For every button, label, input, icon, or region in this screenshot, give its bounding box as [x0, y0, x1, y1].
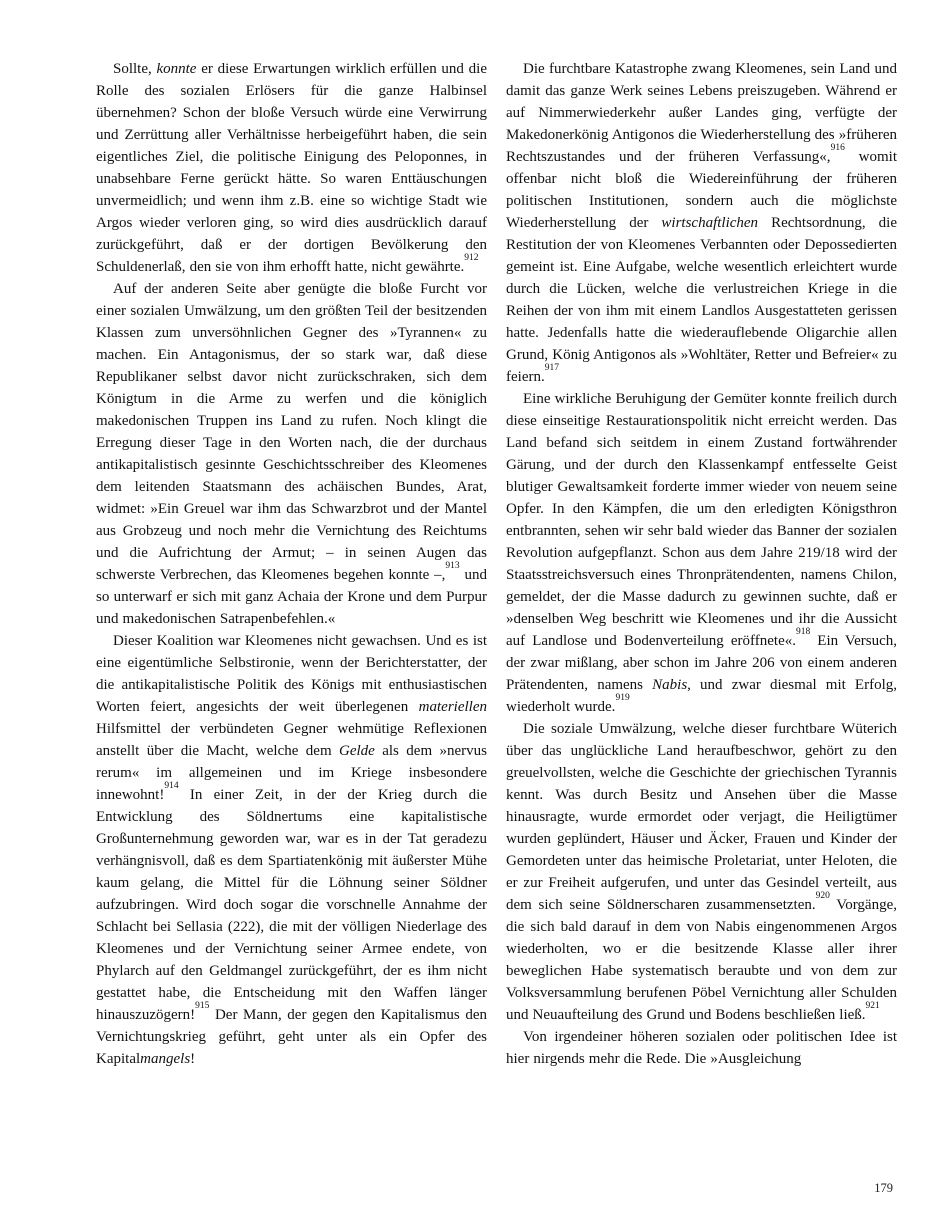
footnote-reference: 920: [815, 891, 830, 901]
footnote-reference: 913: [445, 561, 460, 571]
text-column-left: [96, 58, 487, 1070]
footnote-reference: 915: [195, 1001, 210, 1011]
emphasized-text: mangels: [140, 1051, 191, 1067]
paragraph: Von irgendeiner höheren sozialen oder politischen Idee ist hier nirgends mehr die Rede. Die »Ausgleichung: [506, 1029, 897, 1067]
emphasized-text: Gelde: [339, 743, 375, 759]
paragraph: Dieser Koalition war Kleomenes nicht gewachsen. Und es ist eine eigentümliche Selbstironie, wenn der Berichterstatter, der die antikapitalistische Politik des Königs mit enthusiastischen Worten feiert, angesichts der weit überlegenen materiellen Hilfsmittel der verbündeten Gegner wehmütige Reflexionen anstellt über die Macht, welche dem Gelde als dem »nervus rerum« im allgemeinen und im Kriege insbesondere innewohnt!$^{914}$ In einer Zeit, in der der Krieg durch die Entwicklung des Söldnertums eine kapitalistische Großunternehmung geworden war, war es in der Tat geradezu verhängnisvoll, daß es dem Spartiatenkönig mit äußerster Mühe kaum gelang, die Mittel für die Löhnung seiner Söldner aufzubringen. Wird doch sogar die vorschnelle Annahme der Schlacht bei Sellasia (222), die mit der völligen Niederlage des Kleomenes und der Vernichtung seiner Armee endete, von Phylarch auf den Geldmangel zurückgeführt, der es ihm nicht gestattet habe, die Entscheidung mit den Waffen länger hinauszuzögern!$^{915}$ Der Mann, der gegen den Kapitalismus den Vernichtungskrieg geführt, geht unter als ein Opfer des Kapitalmangels!: [96, 633, 487, 1067]
footnote-reference: 919: [615, 693, 630, 703]
footnote-reference: 921: [865, 1001, 880, 1011]
footnote-reference: 912: [464, 253, 479, 263]
emphasized-text: wirtschaftlichen: [661, 215, 759, 231]
two-column-text-block: [96, 58, 897, 1070]
paragraph: Die furchtbare Katastrophe zwang Kleomenes, sein Land und damit das ganze Werk seines Lebens preiszugeben. Während er auf Nimmerwiederkehr außer Landes ging, verfügte der Makedonerkönig Antigonos die Wiederherstellung des »früheren Rechtszustandes und der früheren Verfassung«,$^{916}$ womit offenbar nicht bloß die Wiedereinführung der früheren politischen Institutionen, sondern auch die möglichste Wiederherstellung der wirtschaftlichen Rechtsordnung, die Restitution der von Kleomenes Verbannten oder Depossedierten gemeint ist. Eine Aufgabe, welche wesentlich erleichtert wurde durch die Lücken, welche die verlustreichen Kriege in die Reihen der von ihm mit einem Landlos Ausgestatteten gerissen hatte. Jedenfalls hatte die wiederauflebende Oligarchie allen Grund, König Antigonos als »Wohltäter, Retter und Befreier« zu feiern.$^{917}$: [506, 61, 897, 385]
footnote-reference: 916: [830, 143, 845, 153]
footnote-reference: 914: [164, 781, 179, 791]
text-column-right: [506, 58, 897, 1070]
emphasized-text: materiellen: [418, 699, 487, 715]
paragraph: Auf der anderen Seite aber genügte die bloße Furcht vor einer sozialen Umwälzung, um den größten Teil der besitzenden Klassen zum unversöhnlichen Gegner des »Tyrannen« zu machen. Ein Antagonismus, der so stark war, daß diese Republikaner selbst davor nicht zurückschraken, sich dem Königtum in die Arme zu werfen und die königlich makedonischen Truppen ins Land zu rufen. Noch klingt die Erregung dieser Tage in den Worten nach, die der durchaus antikapitalistisch gesinnte Geschichtsschreiber des Kleomenes dem leitenden Staatsmann des achäischen Bundes, Arat, widmet: »Ein Greuel war ihm das Schwarzbrot und der Mantel aus Grobzeug und noch mehr die Vernichtung des Reichtums und die Aufrichtung der Armut; – in seinen Augen das schwerste Verbrechen, das Kleomenes begehen konnte –,$^{913}$ und so unterwarf er sich mit ganz Achaia der Krone und dem Purpur und makedonischen Satrapenbefehlen.«: [96, 281, 487, 627]
footnote-reference: 917: [544, 363, 559, 373]
paragraph: Sollte, konnte er diese Erwartungen wirklich erfüllen und die Rolle des sozialen Erlösers für die ganze Halbinsel übernehmen? Schon der bloße Versuch würde eine Verwirrung und Zerrüttung aller Verhältnisse herbeigeführt haben, die sein eigentliches Ziel, die politische Einigung des Peloponnes, in unabsehbare Ferne gerückt hätte. So waren Enttäuschungen unvermeidlich; und wenn ihm z.B. eine so wichtige Stadt wie Argos wieder verloren ging, so wird dies ausdrücklich darauf zurückgeführt, daß er der dortigen Bevölkerung den Schuldenerlaß, den sie von ihm erhofft hatte, nicht gewährte.$^{912}$: [96, 61, 487, 275]
footnote-reference: 918: [795, 627, 811, 637]
emphasized-text: konnte: [156, 61, 197, 77]
page-number: 179: [874, 1181, 893, 1195]
paragraph: Die soziale Umwälzung, welche dieser furchtbare Wüterich über das unglückliche Land heraufbeschwor, gehört zu den greuelvollsten, welche die Geschichte der griechischen Tyrannis kennt. Was durch Besitz und Ansehen über die Masse hinausragte, wurde ermordet oder verjagt, die Heiligtümer wurden geplündert, Häuser und Äcker, Frauen und Kinder der Gemordeten unter das heimische Proletariat, unter Heloten, die er zur Freiheit aufgerufen, und unter das Gesindel verteilt, aus dem sich seine Söldnerscharen zusammensetzten.$^{920}$ Vorgänge, die sich bald darauf in dem von Nabis eingenommenen Argos wiederholten, wo er die besitzende Klasse aller ihrer beweglichen Habe systematisch beraubte und von dem zur Volksversammlung berufenen Pöbel Vernichtung aller Schulden und Neuaufteilung des Grund und Bodens beschließen ließ.$^{921}$: [506, 721, 897, 1023]
paragraph: Eine wirkliche Beruhigung der Gemüter konnte freilich durch diese einseitige Restaurationspolitik nicht erreicht werden. Das Land befand sich seitdem in einem Zustand fortwährender Gärung, und der durch den Klassenkampf entfesselte Geist blutiger Gewaltsamkeit forderte immer wieder von neuem seine Opfer. In den Kämpfen, die um den erledigten Königsthron entbrannten, sehen wir sehr bald wieder das Banner der sozialen Revolution aufgepflanzt. Schon aus dem Jahre 219/18 wird der Staatsstreichsversuch eines Thronprätendenten, namens Chilon, gemeldet, der die Masse dadurch zu gewinnen suchte, daß er »denselben Weg beschritt wie Kleomenes und ihr die Aussicht auf Landlose und Bodenverteilung eröffnete«.$^{918}$ Ein Versuch, der zwar mißlang, aber schon im Jahre 206 von einem anderen Prätendenten, namens Nabis, und zwar diesmal mit Erfolg, wiederholt wurde.$^{919}$: [506, 391, 897, 715]
emphasized-text: Nabis: [652, 677, 688, 693]
